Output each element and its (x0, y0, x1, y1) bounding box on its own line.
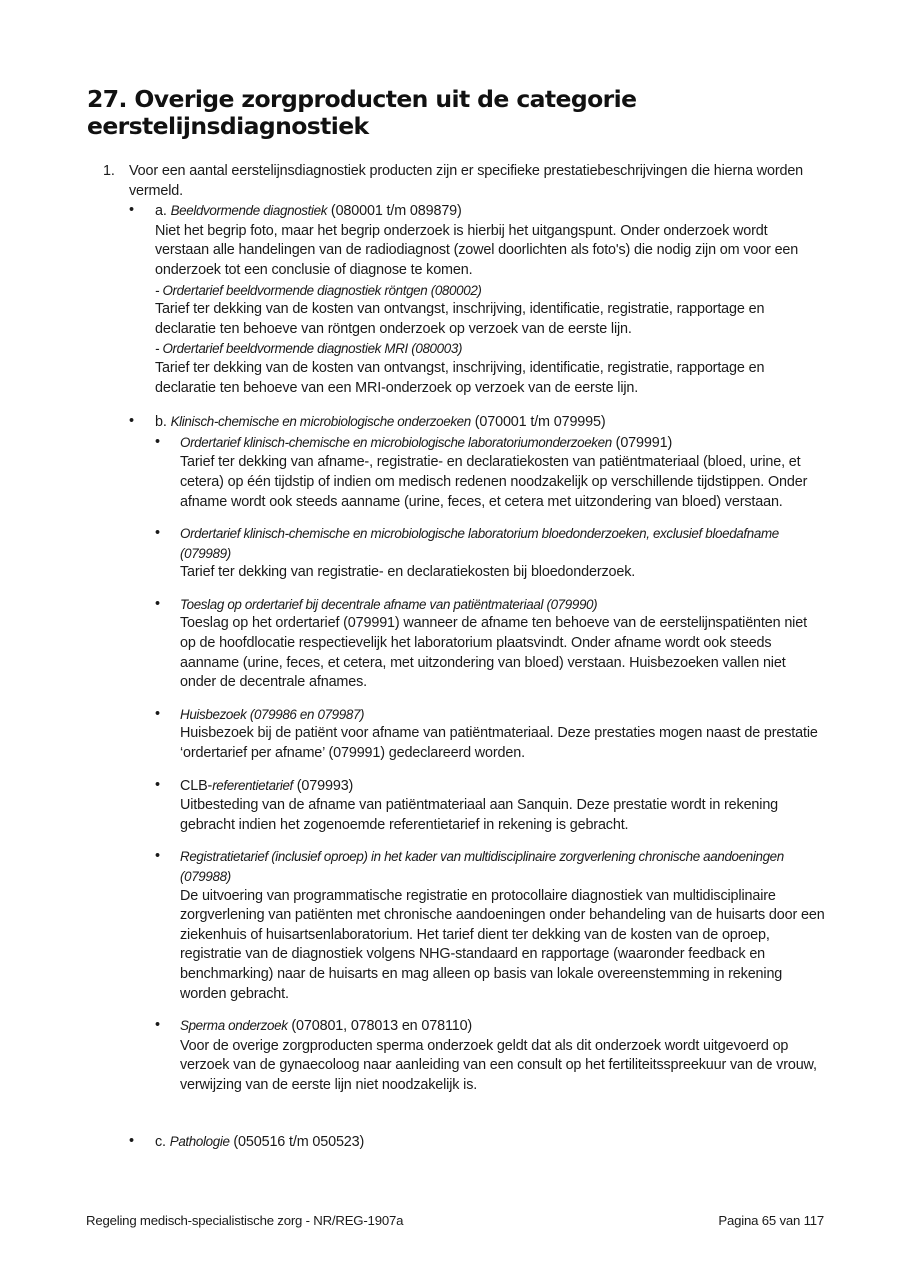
item-title: Ordertarief klinisch-chemische en microbiologische laboratoriumonderzoeken (180, 434, 612, 450)
list-item (0, 595, 900, 693)
item-text: De uitvoering van programmatische registratie en protocollaire diagnostiek van multidisciplinaire zorgverlening van patiënten met chronische aandoeningen onder behandeling van de huisarts door een ziekenhuis of huisartsenlaboratorium. Het tarief dient ter dekking van de kosten van de oproep, registratie van de diagnostiek volgens NHG-standaard en rapportage (waaronder feedback en benchmarking) naar de huisarts en mag alleen op basis van lokale overeenstemming in rekening worden gebracht. (180, 887, 825, 1002)
title-line-2: eerstelijnsdiagnostiek (87, 112, 369, 140)
section-c-heading: c. Pathologie (050516 t/m 050523) (155, 1133, 365, 1150)
bullet-icon: • (129, 1132, 134, 1149)
item-text: Uitbesteding van de afname van patiëntmateriaal aan Sanquin. Deze prestatie wordt in rekening gebracht indien het zogenoemde referentietarief in rekening is gebracht. (180, 797, 779, 833)
section-a-text: Niet het begrip foto, maar het begrip onderzoek is hierbij het uitgangspunt. Onder onderzoek wordt verstaan alle handelingen van de radiodiagnost (zowel doorlichten als foto's) die nodig zijn om voor een onderzoek tot een conclusie of diagnose te komen. (155, 222, 799, 278)
item-title: Huisbezoek (079986 en 079987) (180, 706, 365, 722)
bullet-icon: • (155, 433, 160, 450)
section-a-heading: a. Beeldvormende diagnostiek (080001 t/m 089879) (155, 203, 462, 220)
item-text: Tarief ter dekking van registratie- en declaratiekosten bij bloedonderzoek. (180, 564, 636, 581)
page-title (87, 86, 827, 140)
section-a (0, 201, 900, 398)
list-item (0, 1016, 900, 1095)
bullet-icon: • (155, 776, 160, 793)
list-item (0, 847, 900, 1004)
document-body (0, 162, 900, 1152)
item-title: Ordertarief klinisch-chemische en microbiologische laboratorium bloedonderzoeken, exclusief bloedafname (079989) (180, 526, 779, 561)
item-code: (070801, 078013 en 078110) (287, 1018, 473, 1035)
bullet-icon: • (155, 525, 160, 542)
section-b-code: (070001 t/m 079995) (470, 414, 606, 431)
section-b (0, 412, 900, 433)
item-text: Huisbezoek bij de patiënt voor afname van patiëntmateriaal. Deze prestaties mogen naast de prestatie ‘ordertarief per afname’ (079991) gedeclareerd worden. (180, 725, 818, 762)
item-title: Toeslag op ordertarief bij decentrale afname van patiëntmateriaal (079990) (180, 596, 598, 612)
section-a-code: (080001 t/m 089879) (327, 203, 462, 220)
title-line-1: 27. Overige zorgproducten uit de categorie (87, 85, 637, 113)
numbered-item-1 (0, 162, 900, 201)
footer-page-number: Pagina 65 van 117 (718, 1213, 824, 1228)
bullet-icon: • (155, 705, 160, 722)
item-code: (079991) (611, 434, 673, 451)
section-b-title: Klinisch-chemische en microbiologische onderzoeken (170, 414, 471, 430)
item-code: (079993) (292, 777, 354, 794)
item-text: Voor de overige zorgproducten sperma onderzoek geldt dat als dit onderzoek wordt uitgevoerd op verzoek van de gynaecoloog naar aanleiding van een consult op het fertiliteitsspreekuur van de vrouw, verwijzing van de eerste lijn niet noodzakelijk is. (180, 1037, 817, 1093)
list-item (0, 524, 900, 583)
item-number: 1. (103, 163, 115, 179)
list-item (0, 705, 900, 764)
section-a-sub2-text: Tarief ter dekking van de kosten van ontvangst, inschrijving, identificatie, registratie, rapportage en declaratie ten behoeve van een MRI-onderzoek op verzoek van de eerste lijn. (155, 359, 765, 396)
item-text: Tarief ter dekking van afname-, registratie- en declaratiekosten van patiëntmateriaal (bloed, urine, et cetera) op één tijdstip of indien om medisch redenen noodzakelijk op verschillende tijdstippen. Onder afname wordt ook steeds aanname (urine, feces, et cetera met uitzondering van bloed) verstaan. (180, 454, 808, 510)
section-c-code: (050516 t/m 050523) (229, 1133, 365, 1150)
bullet-icon: • (129, 413, 134, 430)
item-text: Voor een aantal eerstelijnsdiagnostiek producten zijn er specifieke prestatiebeschrijvingen die hierna worden vermeld. (129, 163, 804, 199)
list-item (0, 433, 900, 512)
section-c (0, 1132, 900, 1153)
footer-document-name: Regeling medisch-specialistische zorg - NR/REG-1907a (86, 1213, 404, 1228)
bullet-icon: • (155, 848, 160, 865)
bullet-icon: • (155, 595, 160, 612)
item-title: Sperma onderzoek (180, 1018, 288, 1034)
section-a-sub1-text: Tarief ter dekking van de kosten van ontvangst, inschrijving, identificatie, registratie, rapportage en declaratie ten behoeve van röntgen onderzoek op verzoek van de eerste lijn. (155, 301, 765, 337)
section-a-title: Beeldvormende diagnostiek (170, 203, 328, 219)
item-title-prefix: CLB- (180, 777, 213, 794)
section-a-sub1-title: - Ordertarief beeldvormende diagnostiek röntgen (080002) (155, 282, 482, 298)
section-b-heading: b. Klinisch-chemische en microbiologische onderzoeken (070001 t/m 079995) (155, 414, 606, 431)
section-c-title: Pathologie (169, 1133, 230, 1149)
item-title: Registratietarief (inclusief oproep) in het kader van multidisciplinaire zorgverlening chronische aandoeningen (079988) (180, 849, 784, 884)
bullet-icon: • (155, 1017, 160, 1034)
list-item (0, 776, 900, 836)
bullet-icon: • (129, 202, 134, 219)
item-text: Toeslag op het ordertarief (079991) wanneer de afname ten behoeve van de eerstelijnspatiënten niet op de hoofdlocatie respectievelijk het laboratorium plaatsvindt. Onder afname wordt ook steeds aanname (urine, feces, et cetera, met uitzondering van bloed) verstaan. Huisbezoeken vallen niet onder de decentrale afnames. (180, 615, 807, 691)
section-a-sub2-title: - Ordertarief beeldvormende diagnostiek MRI (080003) (155, 341, 463, 357)
item-title: referentietarief (212, 777, 293, 793)
